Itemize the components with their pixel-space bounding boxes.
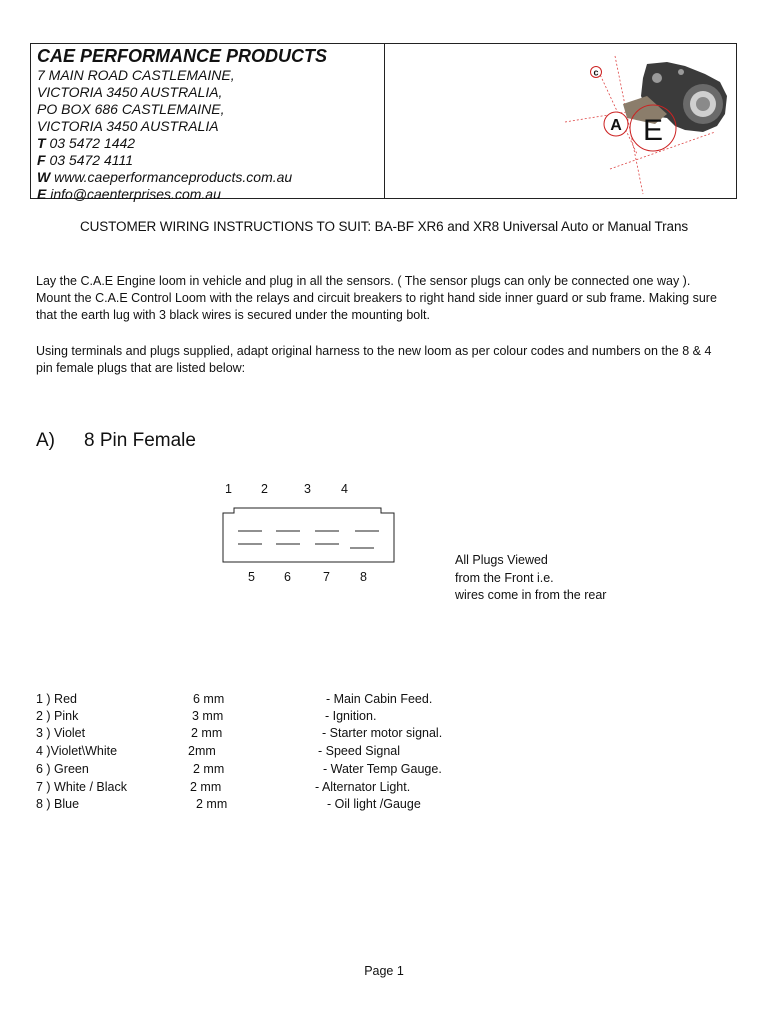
logo-letter-a: A bbox=[610, 117, 622, 134]
email-line bbox=[37, 186, 384, 203]
wire-pin: 3 ) Violet bbox=[36, 726, 86, 740]
note-line: wires come in from the rear bbox=[455, 588, 607, 602]
wire-pin: 8 ) Blue bbox=[36, 797, 80, 811]
document-title: CUSTOMER WIRING INSTRUCTIONS TO SUIT: BA-BF XR6 and XR8 Universal Auto or Manual Trans bbox=[79, 219, 689, 234]
letterhead bbox=[30, 43, 737, 202]
contact-key: E bbox=[37, 186, 47, 202]
pin-number: 2 bbox=[261, 482, 268, 496]
logo-panel bbox=[385, 44, 736, 198]
section-label: A) bbox=[36, 430, 55, 451]
wire-function: - Speed Signal bbox=[318, 744, 401, 758]
company-details bbox=[31, 44, 385, 202]
pin-number: 6 bbox=[284, 570, 291, 584]
phone-number: 03 5472 1442 bbox=[49, 135, 136, 151]
pin-number: 8 bbox=[360, 570, 367, 584]
wire-size: 2 mm bbox=[196, 797, 228, 811]
wire-size: 2 mm bbox=[193, 762, 225, 776]
contact-key: F bbox=[37, 152, 46, 168]
pin-number: 1 bbox=[225, 482, 232, 496]
wire-function: - Ignition. bbox=[325, 709, 377, 723]
contact-key: T bbox=[37, 135, 46, 151]
fax-number: 03 5472 4111 bbox=[49, 152, 134, 168]
plug-diagram bbox=[220, 506, 398, 564]
website-line bbox=[37, 169, 384, 186]
wire-size: 2 mm bbox=[191, 726, 223, 740]
contact-key: W bbox=[37, 169, 51, 185]
address-line: 7 MAIN ROAD CASTLEMAINE, bbox=[37, 67, 235, 83]
instructions-paragraph: Using terminals and plugs supplied, adapt original harness to the new loom as per colour codes and numbers on the 8 & 4 pin female plugs that are listed below: bbox=[36, 344, 712, 375]
wire-pin: 2 ) Pink bbox=[36, 709, 79, 723]
section-title: 8 Pin Female bbox=[84, 430, 196, 451]
email-link[interactable]: info@caenterprises.com.au bbox=[50, 186, 221, 202]
wire-size: 6 mm bbox=[193, 692, 225, 706]
wire-pin: 1 ) Red bbox=[36, 692, 77, 706]
pin-number: 4 bbox=[341, 482, 348, 496]
wire-function: - Starter motor signal. bbox=[322, 726, 443, 740]
wire-pin: 4 )Violet\White bbox=[36, 744, 118, 758]
intro-paragraph: Lay the C.A.E Engine loom in vehicle and plug in all the sensors. ( The sensor plugs can only be connected one way ). Mount the C.A.E Control Loom with the relays and circuit breakers to right hand side inner guard or sub frame. Making sure that the earth lug with 3 black wires is secured under the mounting bolt. bbox=[36, 274, 717, 322]
pin-number: 5 bbox=[248, 570, 255, 584]
wire-function: - Main Cabin Feed. bbox=[326, 692, 433, 706]
fax-line bbox=[37, 152, 384, 169]
wire-size: 2 mm bbox=[190, 780, 222, 794]
pin-slots bbox=[238, 531, 379, 548]
note-line: All Plugs Viewed bbox=[455, 553, 548, 567]
logo-letter-e: E bbox=[642, 114, 664, 147]
company-name: CAE PERFORMANCE PRODUCTS bbox=[37, 46, 328, 66]
pin-number: 7 bbox=[323, 570, 330, 584]
website-link[interactable]: www.caeperformanceproducts.com.au bbox=[54, 169, 293, 185]
phone-line bbox=[37, 135, 384, 152]
wire-size: 2mm bbox=[188, 744, 216, 758]
wire-function: - Water Temp Gauge. bbox=[323, 762, 442, 776]
address-line: VICTORIA 3450 AUSTRALIA bbox=[37, 118, 219, 134]
note-line: from the Front i.e. bbox=[455, 570, 554, 585]
address-line: PO BOX 686 CASTLEMAINE, bbox=[37, 101, 225, 117]
wire-pin: 7 ) White / Black bbox=[36, 780, 127, 794]
section-heading bbox=[36, 430, 196, 452]
address-line: VICTORIA 3450 AUSTRALIA, bbox=[37, 84, 223, 100]
viewing-note bbox=[455, 552, 606, 605]
wire-function: - Alternator Light. bbox=[315, 780, 411, 794]
cae-logo bbox=[385, 44, 737, 198]
logo-letter-c: c bbox=[593, 67, 599, 78]
page-number: Page 1 bbox=[364, 964, 404, 978]
wire-pin: 6 ) Green bbox=[36, 762, 89, 776]
wire-size: 3 mm bbox=[192, 709, 224, 723]
pin-number: 3 bbox=[304, 482, 311, 496]
wire-function: - Oil light /Gauge bbox=[327, 797, 421, 811]
